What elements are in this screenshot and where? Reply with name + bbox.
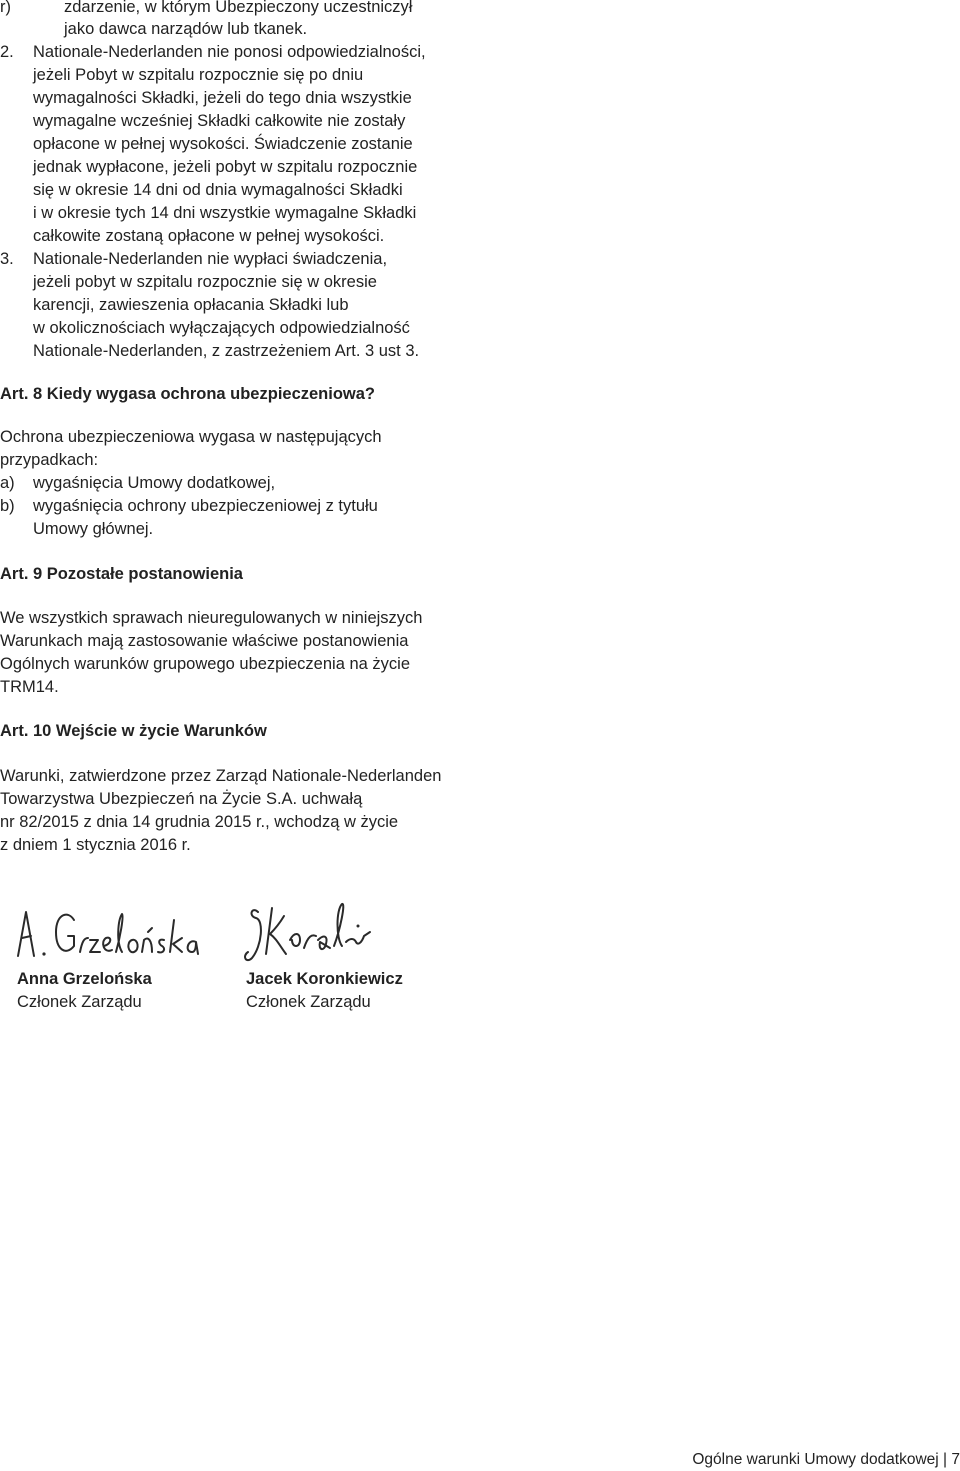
signature-jacek-koronkiewicz xyxy=(238,896,373,968)
art-8-intro-line-1: Ochrona ubezpieczeniowa wygasa w następujących xyxy=(0,428,382,446)
point-2-line-5: opłacone w pełnej wysokości. Świadczenie zostanie xyxy=(33,135,413,153)
point-2-marker: 2. xyxy=(0,43,14,61)
art-8-item-b-marker: b) xyxy=(0,497,15,515)
point-3-line-4: w okolicznościach wyłączających odpowiedzialność xyxy=(33,319,410,337)
page-footer: Ogólne warunki Umowy dodatkowej | 7 xyxy=(692,1451,960,1468)
point-2-line-7: się w okresie 14 dni od dnia wymagalności Składki xyxy=(33,181,403,199)
art-9-line-3: Ogólnych warunków grupowego ubezpieczenia na życie xyxy=(0,655,410,673)
art-10-line-3: nr 82/2015 z dnia 14 grudnia 2015 r., wchodzą w życie xyxy=(0,813,399,831)
point-2-line-2: jeżeli Pobyt w szpitalu rozpocznie się po dniu xyxy=(33,66,364,84)
point-2-line-1: Nationale-Nederlanden nie ponosi odpowiedzialności, xyxy=(33,43,426,61)
point-3-line-1: Nationale-Nederlanden nie wypłaci świadczenia, xyxy=(33,250,388,268)
art-8-item-a-marker: a) xyxy=(0,474,15,492)
art-8-item-a: wygaśnięcia Umowy dodatkowej, xyxy=(33,474,276,492)
art-9-line-4: TRM14. xyxy=(0,678,59,696)
art-8-item-b-line-1: wygaśnięcia ochrony ubezpieczeniowej z tytułu xyxy=(33,497,378,515)
art-10-line-2: Towarzystwa Ubezpieczeń na Życie S.A. uchwałą xyxy=(0,790,363,808)
point-2-line-8: i w okresie tych 14 dni wszystkie wymagalne Składki xyxy=(33,204,417,222)
signature-anna-grzelonska xyxy=(12,898,202,966)
point-3-line-5: Nationale-Nederlanden, z zastrzeżeniem Art. 3 ust 3. xyxy=(33,342,420,360)
art-10-line-4: z dniem 1 stycznia 2016 r. xyxy=(0,836,191,854)
art-10-heading: Art. 10 Wejście w życie Warunków xyxy=(0,722,267,740)
art-8-heading: Art. 8 Kiedy wygasa ochrona ubezpieczeniowa? xyxy=(0,385,376,403)
list-item-r-line-2: jako dawca narządów lub tkanek. xyxy=(64,20,308,38)
point-3-marker: 3. xyxy=(0,250,14,268)
signer-1-role: Członek Zarządu xyxy=(17,993,142,1011)
art-9-line-1: We wszystkich sprawach nieuregulowanych w niniejszych xyxy=(0,609,423,627)
point-3-line-3: karencji, zawieszenia opłacania Składki lub xyxy=(33,296,349,314)
signer-1-name: Anna Grzelońska xyxy=(17,970,152,988)
art-9-line-2: Warunkach mają zastosowanie właściwe postanowienia xyxy=(0,632,409,650)
point-2-line-6: jednak wypłacone, jeżeli pobyt w szpitalu rozpocznie xyxy=(33,158,418,176)
point-3-line-2: jeżeli pobyt w szpitalu rozpocznie się w okresie xyxy=(33,273,377,291)
art-10-line-1: Warunki, zatwierdzone przez Zarząd Nationale-Nederlanden xyxy=(0,767,442,785)
signer-2-name: Jacek Koronkiewicz xyxy=(246,970,403,988)
list-marker-r: r) xyxy=(0,0,11,16)
art-9-heading: Art. 9 Pozostałe postanowienia xyxy=(0,565,243,583)
art-8-intro-line-2: przypadkach: xyxy=(0,451,99,469)
point-2-line-4: wymagalne wcześniej Składki całkowite nie zostały xyxy=(33,112,406,130)
list-item-r-line-1: zdarzenie, w którym Ubezpieczony uczestniczył xyxy=(64,0,413,16)
point-2-line-9: całkowite zostaną opłacone w pełnej wysokości. xyxy=(33,227,385,245)
point-2-line-3: wymagalności Składki, jeżeli do tego dnia wszystkie xyxy=(33,89,412,107)
signer-2-role: Członek Zarządu xyxy=(246,993,371,1011)
art-8-item-b-line-2: Umowy głównej. xyxy=(33,520,154,538)
